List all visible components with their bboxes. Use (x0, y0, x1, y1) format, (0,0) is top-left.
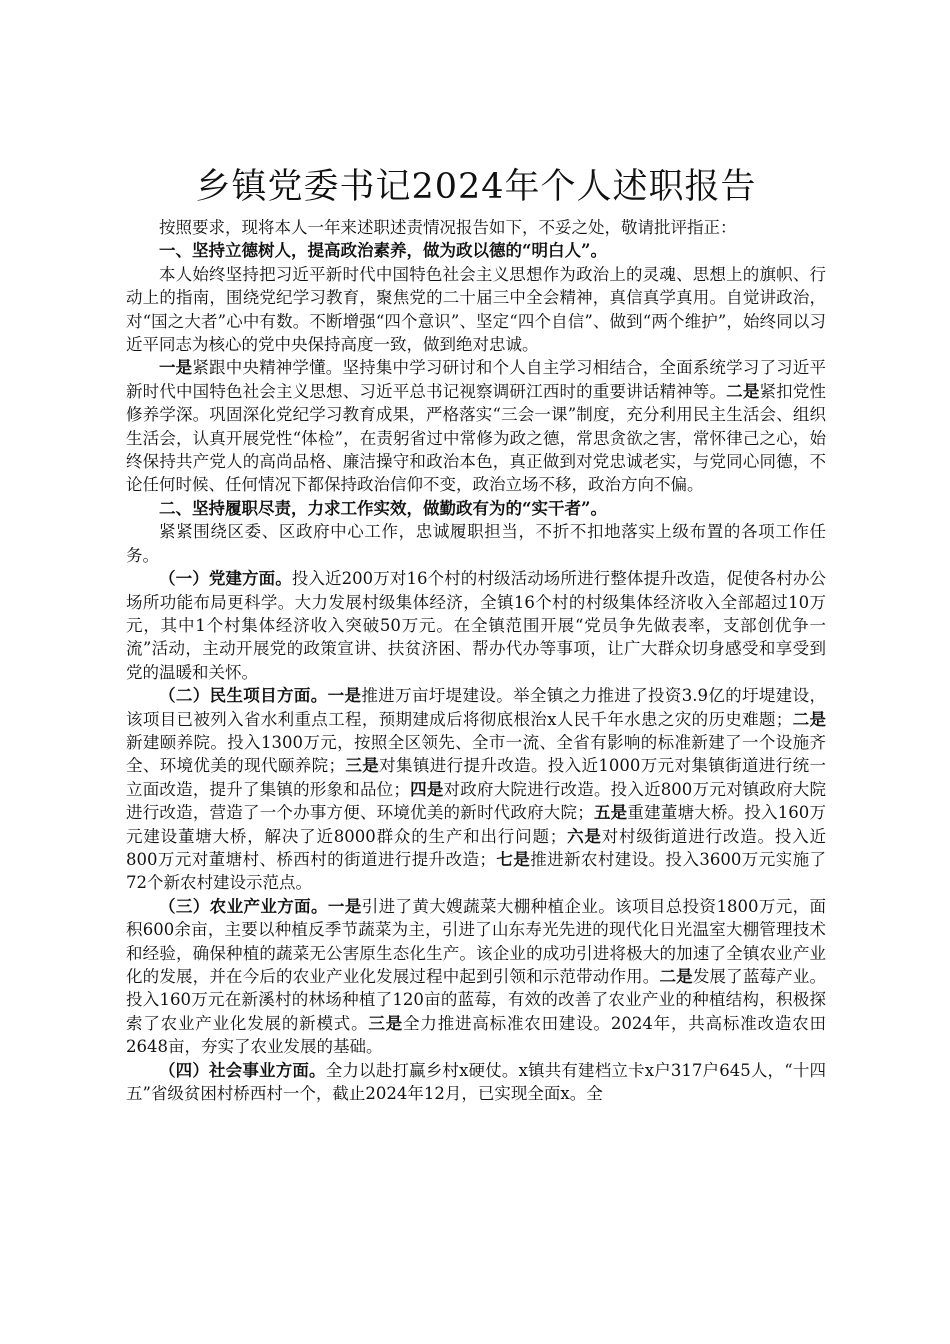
subsection-heading: （一）党建方面。 (159, 569, 292, 589)
livelihood-projects-paragraph (126, 684, 826, 895)
lead-marker: 五是 (593, 803, 628, 823)
paragraph-text: 推进新农村建设。投入3600万元实施了72个新农村建设示范点。 (126, 849, 826, 893)
subsection-heading: （三）农业产业方面。 (159, 896, 328, 916)
lead-marker: 四是 (409, 779, 444, 799)
lead-marker: 二是 (659, 967, 693, 986)
section-heading-1: 一、坚持立德树人，提高政治素养，做为政以德的“明白人”。 (159, 241, 607, 261)
paragraph-text: 重建董塘大桥。投入160万元建设董塘大桥，解决了近8000群众的生产和出行问题； (126, 803, 827, 846)
paragraph-text: 全力推进高标准农田建设。2024年，共高标准改造农田2648亩，夯实了农业发展的基础。 (126, 1013, 827, 1057)
party-building-paragraph (126, 567, 826, 684)
lead-marker: 一是 (327, 686, 362, 706)
paragraph-text: 对政府大院进行改造。投入近800万元对镇政府大院进行改造，营造了一个办事方便、环境优美的新时代政府大院； (126, 779, 827, 823)
subsection-heading: （四）社会事业方面。 (159, 1060, 326, 1080)
paragraph-text: 对村级街道进行改造。投入近800万元对董塘村、桥西村的街道进行提升改造； (126, 826, 827, 869)
subsection-heading: （二）民生项目方面。 (159, 686, 328, 706)
lead-marker: 二是 (726, 381, 760, 401)
paragraph-text: 新建颐养院。投入1300万元，按照全区领先、全市一流、全省有影响的标准新建了一个设施齐全、环境优美的现代颐养院； (126, 732, 826, 776)
lead-marker: 一是 (159, 358, 193, 378)
paragraph-text: 引进了黄大嫂蔬菜大棚种植企业。该项目总投资1800万元，面积600余亩，主要以种植反季节蔬菜为主，引进了山东寿光先进的现代化日光温室大棚管理技术和经验，确保种植的蔬菜无公害原生态化生产。该企业的成功引进将极大的加速了全镇农业产业化的发展，并在今后的农业产业化发展过程中起到引领和示范带动作用。 (126, 896, 827, 986)
section1-paragraph-2 (126, 356, 826, 496)
section-heading-2: 二、坚持履职尽责，力求工作实效，做勤政有为的“实干者”。 (159, 498, 607, 518)
lead-marker: 二是 (792, 709, 827, 729)
social-affairs-paragraph (126, 1059, 826, 1106)
paragraph-text: 对集镇进行提升改造。投入近1000万元对集镇街道进行统一立面改造，提升了集镇的形象和品位； (126, 756, 827, 799)
paragraph-text: 紧扣党性修养学深。巩固深化党纪学习教育成果，严格落实“三会一课”制度，充分利用民主生活会、组织生活会，认真开展党性“体检”，在责躬省过中常修为政之德，常思贪欲之害，常怀律己之心，始终保持共产党人的高尚品格、廉洁操守和政治本色，真正做到对党忠诚老实，与党同心同德，不论任何时候、任何情况下都保持政治信仰不变，政治立场不移，政治方向不偏。 (126, 381, 827, 495)
paragraph-text: 紧跟中央精神学懂。坚持集中学习研讨和个人自主学习相结合，全面系统学习了习近平新时代中国特色社会主义思想、习近平总书记视察调研江西时的重要讲话精神等。 (126, 358, 827, 401)
section2-intro: 紧紧围绕区委、区政府中心工作，忠诚履职担当，不折不扣地落实上级布置的各项工作任务。 (126, 522, 826, 565)
intro-paragraph: 按照要求，现将本人一年来述职述责情况报告如下，不妥之处，敬请批评指正： (159, 218, 737, 237)
paragraph-text: 投入近200万对16个村的村级活动场所进行整体提升改造，促使各村办公场所功能布局更科学。大力发展村级集体经济，全镇16个村的村级集体经济收入全部超过10万元，其中1个村集体经济收入突破50万元。在全镇范围开展“党员争先做表率，支部创优争一流”活动，主动开展党的政策宣讲、扶贫济困、帮办代办等事项，让广大群众切身感受和享受到党的温暖和关怀。 (126, 569, 826, 682)
section1-paragraph-1: 本人始终坚持把习近平新时代中国特色社会主义思想作为政治上的灵魂、思想上的旗帜、行动上的指南，围绕党纪学习教育，聚焦党的二十届三中全会精神，真信真学真用。自觉讲政治，对“国之大者”心中有数。不断增强“四个意识”、坚定“四个自信”、做到“两个维护”，始终同以习近平同志为核心的党中央保持高度一致，做到绝对忠诚。 (126, 264, 826, 355)
paragraph-text: 全力以赴打赢乡村x硬仗。x镇共有建档立卡x户317户645人，“十四五”省级贫困村桥西村一个，截止2024年12月，已实现全面x。全 (126, 1060, 827, 1104)
document-page (126, 160, 826, 1105)
lead-marker: 一是 (327, 896, 362, 916)
agriculture-paragraph (126, 895, 826, 1059)
paragraph-text: 推进万亩圩堤建设。举全镇之力推进了投资3.9亿的圩堤建设，该项目已被列入省水利重点工程，预期建成后将彻底根治x人民千年水患之灾的历史难题； (126, 686, 827, 729)
paragraph-text: 发展了蓝莓产业。投入160万元在新溪村的林场种植了120亩的蓝莓，有效的改善了农业产业的种植结构，积极探索了农业产业化发展的新模式。 (126, 967, 827, 1033)
lead-marker: 三是 (344, 756, 380, 776)
lead-marker: 三是 (368, 1013, 404, 1033)
lead-marker: 六是 (566, 826, 602, 846)
document-title: 乡镇党委书记2024年个人述职报告 (195, 167, 757, 207)
lead-marker: 七是 (495, 849, 531, 869)
